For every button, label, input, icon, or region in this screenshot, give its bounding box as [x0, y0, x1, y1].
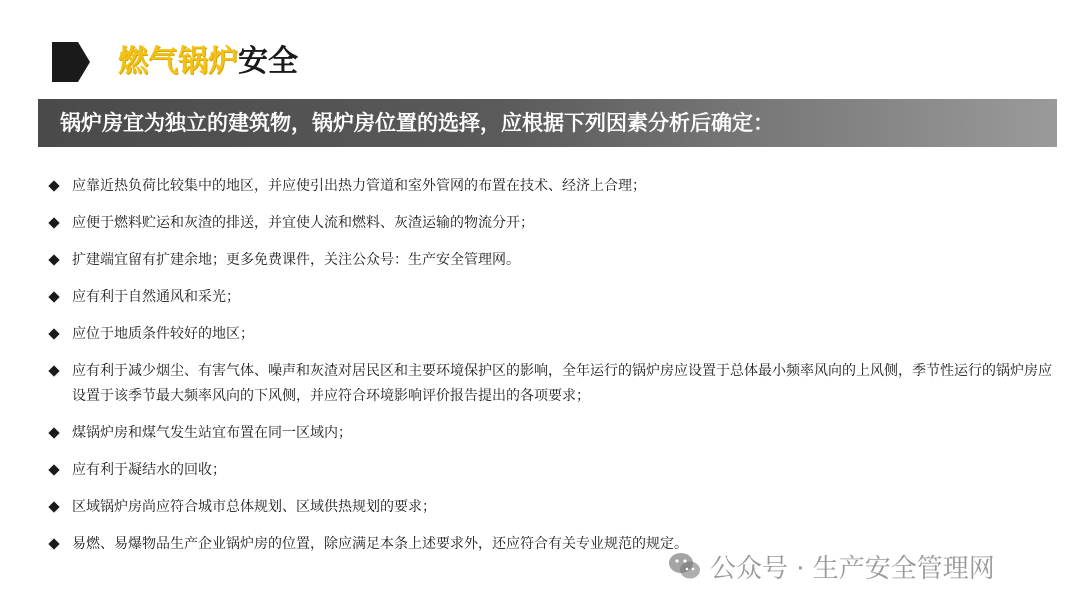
list-item [48, 285, 1058, 310]
list-item-text: 应便于燃料贮运和灰渣的排送，并宜使人流和燃料、灰渣运输的物流分开； [72, 215, 534, 231]
list-item-text: 应靠近热负荷比较集中的地区，并应使引出热力管道和室外管网的布置在技术、经济上合理； [72, 178, 646, 194]
list-item [48, 248, 1058, 273]
diamond-bullet-icon [48, 365, 59, 376]
list-item-text: 应有利于凝结水的回收； [72, 462, 226, 478]
diamond-bullet-icon [48, 328, 59, 339]
list-item-text: 煤锅炉房和煤气发生站宜布置在同一区域内； [72, 425, 352, 441]
diamond-bullet-icon [48, 464, 59, 475]
diamond-bullet-icon [48, 217, 59, 228]
list-item-text: 扩建端宜留有扩建余地；更多免费课件，关注公众号：生产安全管理网。 [72, 252, 520, 268]
list-item [48, 421, 1058, 446]
list-item [48, 495, 1058, 520]
diamond-bullet-icon [48, 291, 59, 302]
list-item [48, 174, 1058, 199]
banner-text: 锅炉房宜为独立的建筑物，锅炉房位置的选择，应根据下列因素分析后确定： [60, 111, 774, 135]
watermark-text: 公众号 · 生产安全管理网 [710, 553, 995, 584]
wechat-icon [668, 551, 702, 581]
diamond-bullet-icon [48, 180, 59, 191]
list-item [48, 211, 1058, 236]
title-highlight: 燃气锅炉 [118, 44, 238, 79]
list-item-text: 区域锅炉房尚应符合城市总体规划、区域供热规划的要求； [72, 499, 436, 515]
diamond-bullet-icon [48, 538, 59, 549]
diamond-bullet-icon [48, 427, 59, 438]
list-item [48, 458, 1058, 483]
list-item-text: 应位于地质条件较好的地区； [72, 326, 254, 342]
diamond-bullet-icon [48, 501, 59, 512]
subtitle-banner [38, 99, 1057, 147]
list-item-text: 应有利于自然通风和采光； [72, 289, 240, 305]
title-marker-icon [52, 42, 90, 82]
watermark [668, 544, 995, 588]
title-rest: 安全 [238, 44, 298, 79]
slide-title [118, 40, 298, 84]
list-item [48, 322, 1058, 347]
list-item [48, 359, 1058, 409]
diamond-bullet-icon [48, 254, 59, 265]
bullet-list [48, 174, 1058, 569]
list-item-text: 易燃、易爆物品生产企业锅炉房的位置，除应满足本条上述要求外，还应符合有关专业规范的规定。 [72, 536, 688, 552]
list-item-text: 应有利于减少烟尘、有害气体、噪声和灰渣对居民区和主要环境保护区的影响，全年运行的锅炉房应设置于总体最小频率风向的上风侧，季节性运行的锅炉房应设置于该季节最大频率风向的下风侧，并应符合环境影响评价报告提出的各项要求； [72, 363, 1052, 404]
